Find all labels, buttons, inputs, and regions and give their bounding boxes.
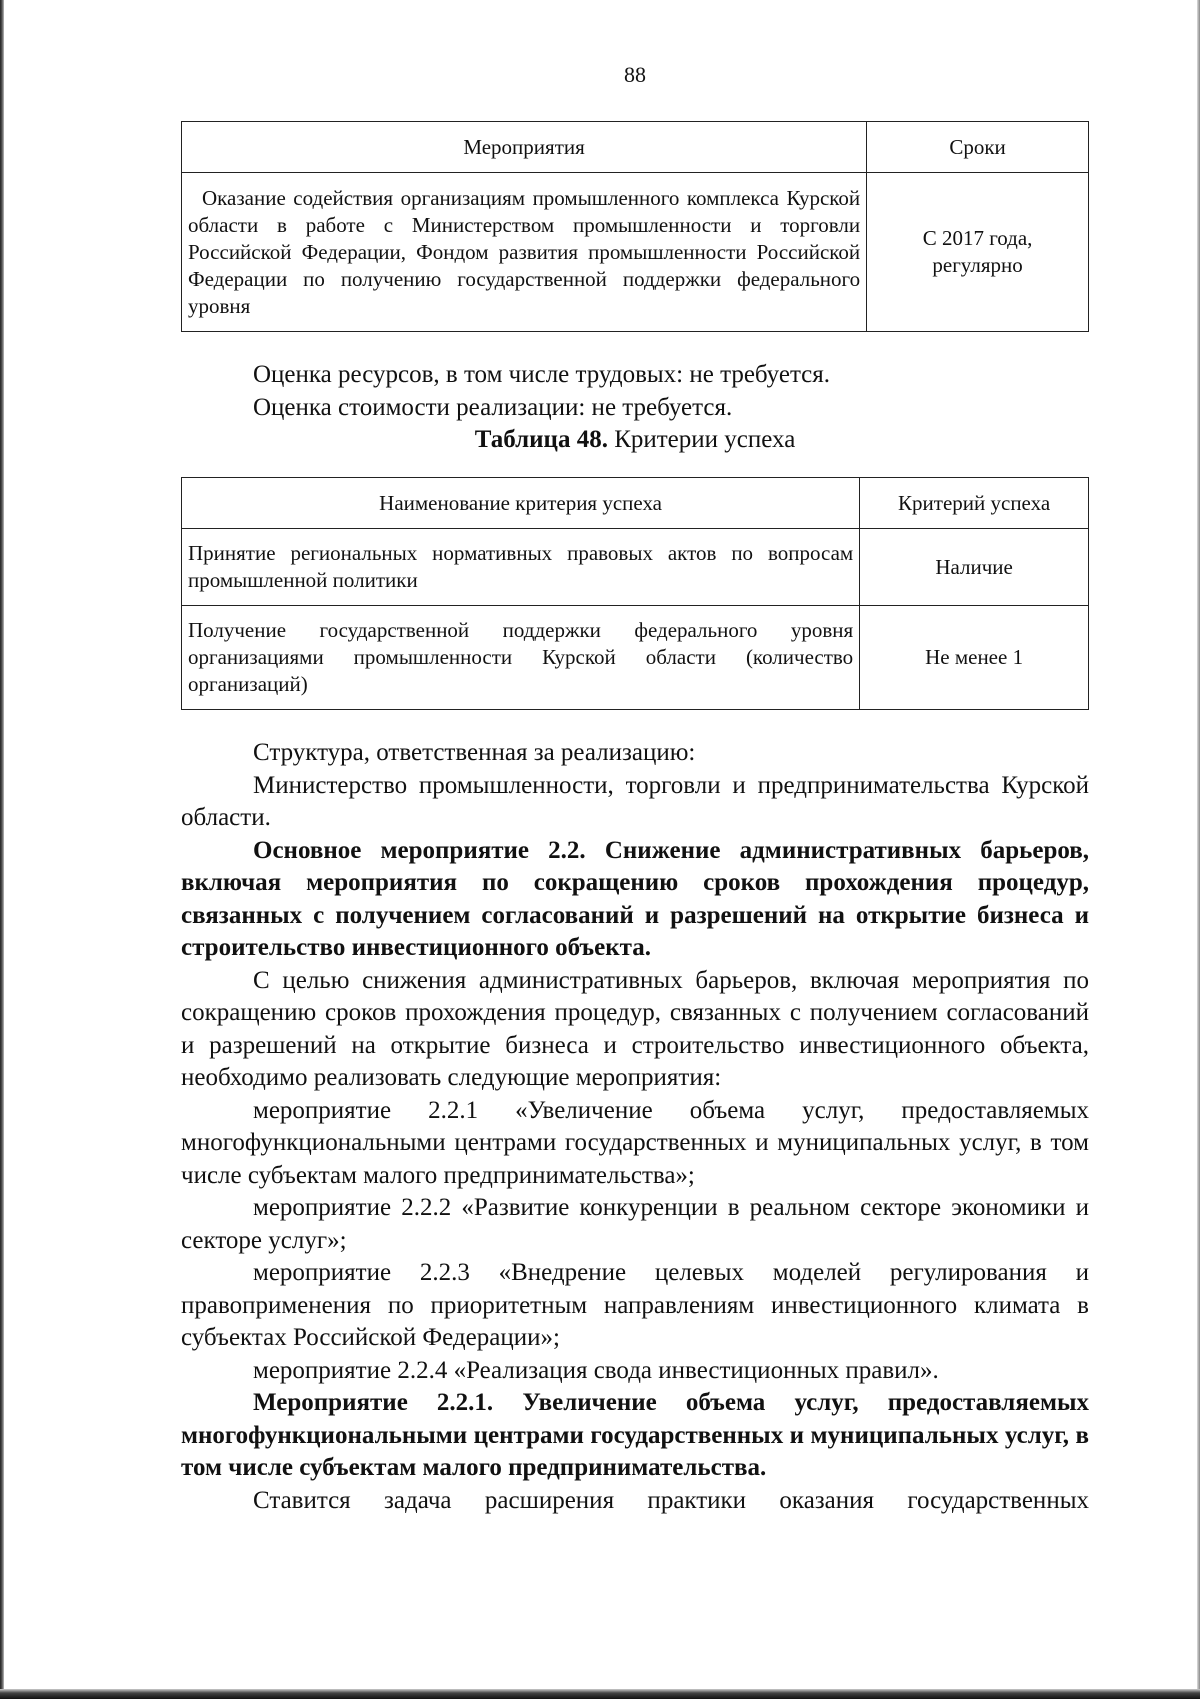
responsible-value: Министерство промышленности, торговли и предпринимательства Курской области. bbox=[181, 771, 1089, 831]
criteria-table-wrap bbox=[181, 477, 1089, 710]
activities-table-wrap bbox=[181, 121, 1089, 332]
scan-bottom-edge bbox=[0, 1689, 1200, 1699]
responsible-label: Структура, ответственная за реализацию: bbox=[253, 739, 696, 766]
criterion-value-cell: Наличие bbox=[860, 529, 1089, 606]
table-header-row bbox=[182, 122, 1089, 173]
page-number: 88 bbox=[624, 62, 646, 87]
estimates-block bbox=[181, 359, 1089, 456]
table-header-row bbox=[182, 478, 1089, 529]
table-caption bbox=[181, 424, 1089, 456]
table-caption-label: Таблица 48. bbox=[474, 426, 608, 453]
body-text bbox=[181, 737, 1089, 1517]
activity-item: мероприятие 2.2.1 «Увеличение объема услуг, предоставляемых многофункциональными центрами государственных и муниципальных услуг, в том числе субъектам малого предпринимательства»; bbox=[181, 1096, 1089, 1189]
activity-item: мероприятие 2.2.2 «Развитие конкуренции в реальном секторе экономики и секторе услуг»; bbox=[181, 1194, 1089, 1254]
table-caption-title: Критерии успеха bbox=[614, 426, 796, 453]
criteria-table bbox=[181, 477, 1089, 710]
criterion-name-cell: Принятие региональных нормативных правовых актов по вопросам промышленной политики bbox=[182, 529, 860, 606]
table-row bbox=[182, 529, 1089, 606]
activity-item: мероприятие 2.2.4 «Реализация свода инвестиционных правил». bbox=[253, 1356, 939, 1384]
column-header-terms: Сроки bbox=[867, 122, 1089, 173]
criterion-value-cell: Не менее 1 bbox=[860, 606, 1089, 710]
table-row bbox=[182, 173, 1089, 332]
intro-paragraph: С целью снижения административных барьеров, включая мероприятия по сокращению сроков прохождения процедур, связанных с получением согласований и разрешений на открытие бизнеса и строительство инвестиционного объекта, необходимо реализовать следующие мероприятия: bbox=[181, 966, 1089, 1091]
resource-estimate: Оценка ресурсов, в том числе трудовых: не требуется. bbox=[253, 361, 831, 388]
table-row bbox=[182, 606, 1089, 710]
cost-estimate: Оценка стоимости реализации: не требуется. bbox=[253, 393, 733, 421]
scan-left-edge bbox=[0, 0, 4, 1699]
activities-table bbox=[181, 121, 1089, 332]
main-activity-heading: Основное мероприятие 2.2. Снижение административных барьеров, включая мероприятия по сокращению сроков прохождения процедур, связанных с получением согласований и разрешений на открытие бизнеса и строительство инвестиционного объекта. bbox=[181, 836, 1089, 961]
sub-activity-heading: Мероприятие 2.2.1. Увеличение объема услуг, предоставляемых многофункциональными центрами государственных и муниципальных услуг, в том числе субъектам малого предпринимательства. bbox=[181, 1389, 1089, 1481]
criterion-name-cell: Получение государственной поддержки федерального уровня организациями промышленности Курской области (количество организаций) bbox=[182, 606, 860, 710]
term-cell: С 2017 года, регулярно bbox=[867, 173, 1089, 332]
closing-line: Ставится задача расширения практики оказания государственных bbox=[253, 1486, 1089, 1514]
activity-cell: Оказание содействия организациям промышленного комплекса Курской области в работе с Министерством промышленности и торговли Российской Федерации, Фондом развития промышленности Российской Федерации по получению государственной поддержки федерального уровня bbox=[182, 173, 867, 332]
column-header-criterion-name: Наименование критерия успеха bbox=[182, 478, 860, 529]
column-header-criterion-value: Критерий успеха bbox=[860, 478, 1089, 529]
column-header-activities: Мероприятия bbox=[182, 122, 867, 173]
activity-item: мероприятие 2.2.3 «Внедрение целевых моделей регулирования и правоприменения по приоритетным направлениям инвестиционного климата в субъектах Российской Федерации»; bbox=[181, 1259, 1089, 1351]
